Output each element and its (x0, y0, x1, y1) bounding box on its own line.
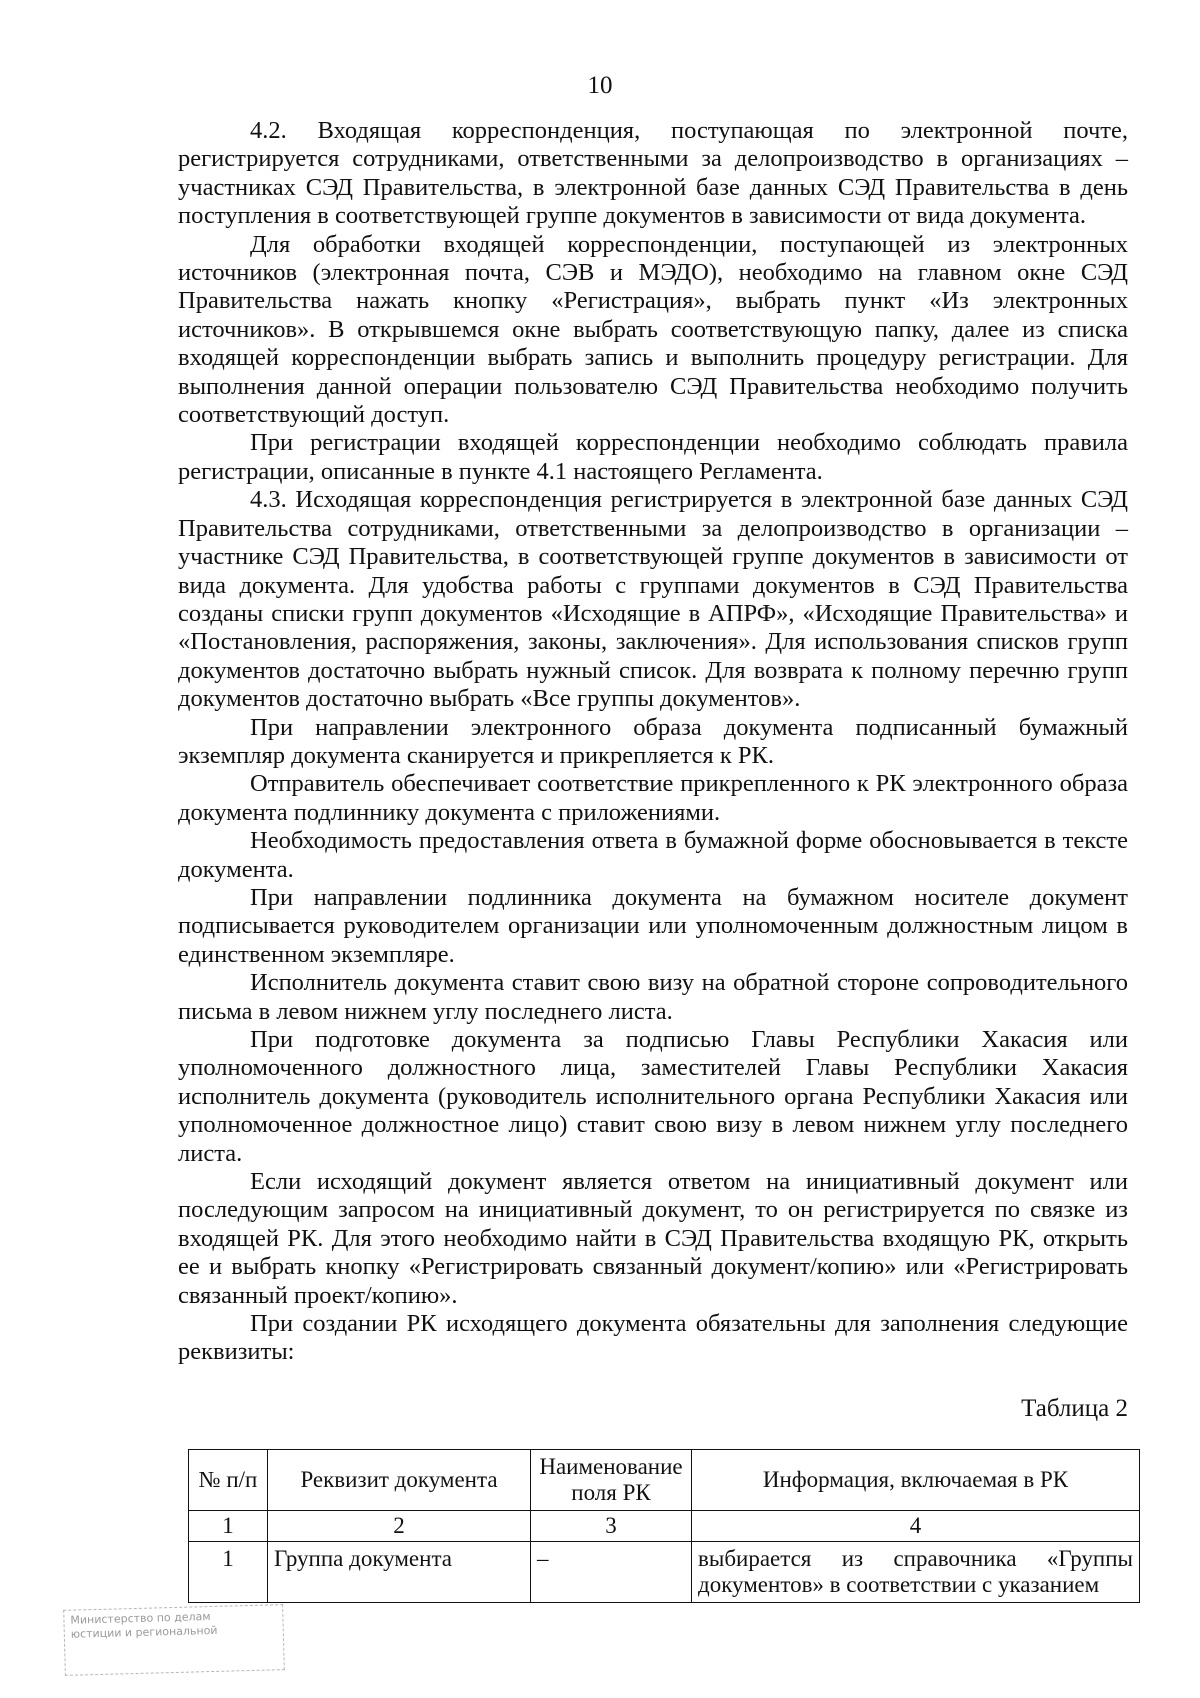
requisites-table (188, 1449, 1140, 1603)
page-number: 10 (587, 72, 613, 99)
paragraph-4-2: 4.2. Входящая корреспонденция, поступающая по электронной почте, регистрируется сотрудниками, ответственными за делопроизводство в организациях – участниках СЭД Правительства, в электронной базе данных СЭД Правительства в день поступления в соответствующей группе документов в зависимости от вида документа. (178, 117, 1128, 230)
paragraph-executor-visa: Исполнитель документа ставит свою визу на обратной стороне сопроводительного письма в левом нижнем углу последнего листа. (178, 969, 1128, 1025)
index-cell: 1 (189, 1511, 268, 1542)
header-field-name: Наименование поля РК (531, 1450, 692, 1511)
header-number: № п/п (189, 1450, 268, 1511)
paragraph-paper-reply: Необходимость предоставления ответа в бумажной форме обосновывается в тексте документа. (178, 827, 1128, 883)
stamp-line: Министерство по делам (70, 1610, 211, 1627)
paragraph-linked-registration: Если исходящий документ является ответом на инициативный документ или последующим запросом на инициативный документ, то он регистрируется по связке из входящей РК. Для этого необходимо найти в СЭД Правительства входящую РК, открыть ее и выбрать кнопку «Регистрировать связанный документ/копию» или «Регистрировать связанный проект/копию». (178, 1168, 1128, 1309)
cell-number: 1 (189, 1542, 268, 1603)
cell-field-name: – (531, 1542, 692, 1603)
document-body (178, 117, 1128, 1367)
paragraph-head-signature: При подготовке документа за подписью Главы Республики Хакасия или уполномоченного должностного лица, заместителей Главы Республики Хакасия исполнитель документа (руководитель исполнительного органа Республики Хакасия или уполномоченное должностное лицо) ставит свою визу в левом нижнем углу последнего листа. (178, 1026, 1128, 1167)
header-requisite: Реквизит документа (268, 1450, 531, 1511)
index-cell: 4 (692, 1511, 1140, 1542)
cell-requisite: Группа документа (268, 1542, 531, 1603)
ministry-stamp (63, 1604, 285, 1676)
paragraph-required-fields: При создании РК исходящего документа обязательны для заполнения следующие реквизиты: (178, 1310, 1128, 1366)
paragraph-electronic-sources: Для обработки входящей корреспонденции, поступающей из электронных источников (электронная почта, СЭВ и МЭДО), необходимо на главном окне СЭД Правительства нажать кнопку «Регистрация», выбрать пункт «Из электронных источников». В открывшемся окне выбрать соответствующую папку, далее из списка входящей корреспонденции выбрать запись и выполнить процедуру регистрации. Для выполнения данной операции пользователю СЭД Правительства необходимо получить соответствующий доступ. (178, 230, 1128, 429)
paragraph-original-signing: При направлении подлинника документа на бумажном носителе документ подписывается руководителем организации или уполномоченным должностным лицом в единственном экземпляре. (178, 883, 1128, 968)
table-caption: Таблица 2 (1021, 1395, 1128, 1422)
table-row (189, 1542, 1140, 1603)
index-cell: 2 (268, 1511, 531, 1542)
cell-info: выбирается из справочника «Группы документов» в соответствии с указанием (692, 1542, 1140, 1603)
table-header-row (189, 1450, 1140, 1511)
stamp-line: юстиции и региональной (70, 1623, 218, 1641)
index-cell: 3 (531, 1511, 692, 1542)
paragraph-registration-rules: При регистрации входящей корреспонденции необходимо соблюдать правила регистрации, описанные в пункте 4.1 настоящего Регламента. (178, 429, 1128, 485)
paragraph-scanning: При направлении электронного образа документа подписанный бумажный экземпляр документа сканируется и прикрепляется к РК. (178, 713, 1128, 769)
paragraph-4-3: 4.3. Исходящая корреспонденция регистрируется в электронной базе данных СЭД Правительства сотрудниками, ответственными за делопроизводство в организации – участнике СЭД Правительства, в соответствующей группе документов в зависимости от вида документа. Для удобства работы с группами документов в СЭД Правительства созданы списки групп документов «Исходящие в АПРФ», «Исходящие Правительства» и «Постановления, распоряжения, законы, заключения». Для использования списков групп документов достаточно выбрать нужный список. Для возврата к полному перечню групп документов достаточно выбрать «Все группы документов». (178, 486, 1128, 713)
paragraph-sender: Отправитель обеспечивает соответствие прикрепленного к РК электронного образа документа подлиннику документа с приложениями. (178, 770, 1128, 826)
header-info: Информация, включаемая в РК (692, 1450, 1140, 1511)
table-index-row (189, 1511, 1140, 1542)
